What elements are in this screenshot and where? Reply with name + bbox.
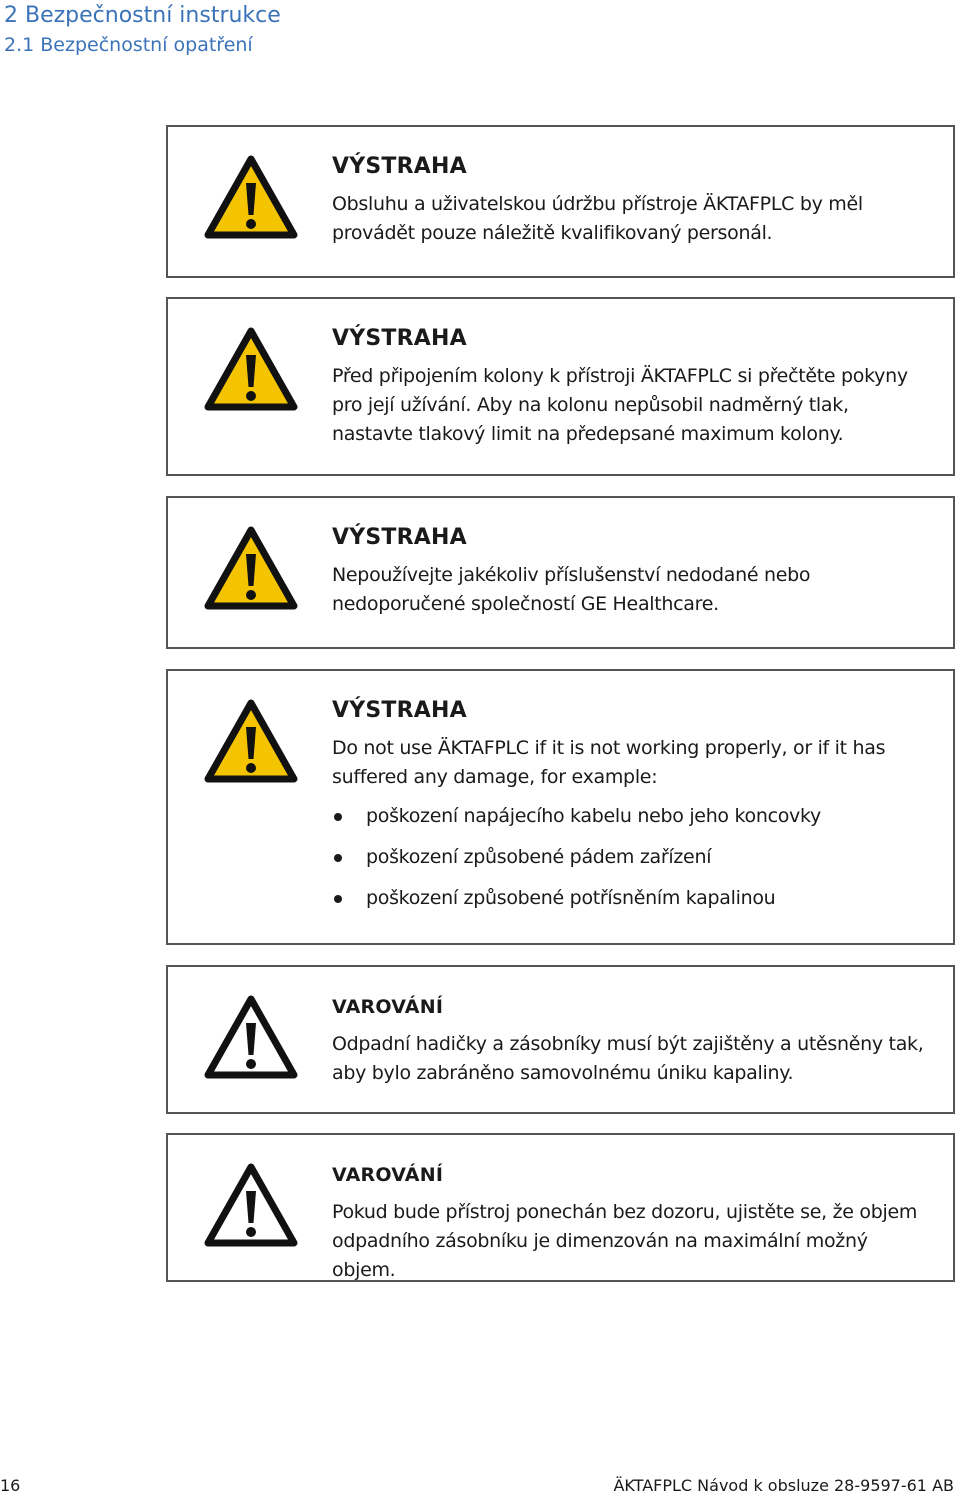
list-item: [332, 843, 933, 872]
notice-text: Nepoužívejte jakékoliv příslušenství nedodané nebo nedoporučené společností GE Healthcare.: [332, 564, 811, 615]
warning-box: [166, 297, 955, 476]
list-item-text: poškození způsobené pádem zařízení: [366, 846, 712, 868]
notice-title: VAROVÁNÍ: [332, 996, 444, 1018]
caution-triangle-icon: [204, 1163, 298, 1247]
list-item-text: poškození způsobené potřísněním kapalinou: [366, 887, 776, 909]
notice-text: Pokud bude přístroj ponechán bez dozoru, ujistěte se, že objem odpadního zásobníku je dimenzován na maximální možný objem.: [332, 1201, 918, 1281]
warning-box: [166, 496, 955, 649]
notice-title: VÝSTRAHA: [332, 154, 467, 179]
list-item-text: poškození napájecího kabelu nebo jeho koncovky: [366, 805, 821, 827]
chapter-title: 2 Bezpečnostní instrukce: [4, 3, 281, 28]
notice-title: VÝSTRAHA: [332, 698, 467, 723]
caution-box: [166, 965, 955, 1114]
bullet-icon: [334, 895, 342, 903]
bullet-icon: [334, 854, 342, 862]
section-title: 2.1 Bezpečnostní opatření: [4, 34, 253, 56]
document-title: ÄKTAFPLC Návod k obsluze 28-9597-61 AB: [613, 1476, 954, 1495]
damage-list: [332, 802, 933, 913]
caution-triangle-icon: [204, 995, 298, 1079]
page-header: [4, 0, 281, 58]
warning-triangle-icon: [204, 155, 298, 239]
warning-box: [166, 125, 955, 278]
notice-text: Odpadní hadičky a zásobníky musí být zajištěny a utěsněny tak, aby bylo zabráněno samovolnému úniku kapaliny.: [332, 1033, 924, 1084]
warning-triangle-icon: [204, 327, 298, 411]
notice-title: VAROVÁNÍ: [332, 1164, 444, 1186]
notice-title: VÝSTRAHA: [332, 525, 467, 550]
notice-title: VÝSTRAHA: [332, 326, 467, 351]
notice-text: Před připojením kolony k přístroji ÄKTAFPLC si přečtěte pokyny pro její užívání. Aby na kolonu nepůsobil nadměrný tlak, nastavte tlakový limit na předepsané maximum kolony.: [332, 365, 908, 445]
bullet-icon: [334, 813, 342, 821]
warning-triangle-icon: [204, 526, 298, 610]
list-item: [332, 884, 933, 913]
notice-text: Obsluhu a uživatelskou údržbu přístroje ÄKTAFPLC by měl provádět pouze náležitě kvalifikovaný personál.: [332, 193, 863, 244]
caution-box: [166, 1133, 955, 1282]
notice-text: Do not use ÄKTAFPLC if it is not working properly, or if it has suffered any damage, for example:: [332, 737, 886, 788]
warning-triangle-icon: [204, 699, 298, 783]
page-number: 16: [0, 1476, 21, 1495]
list-item: [332, 802, 933, 831]
warning-box: [166, 669, 955, 945]
